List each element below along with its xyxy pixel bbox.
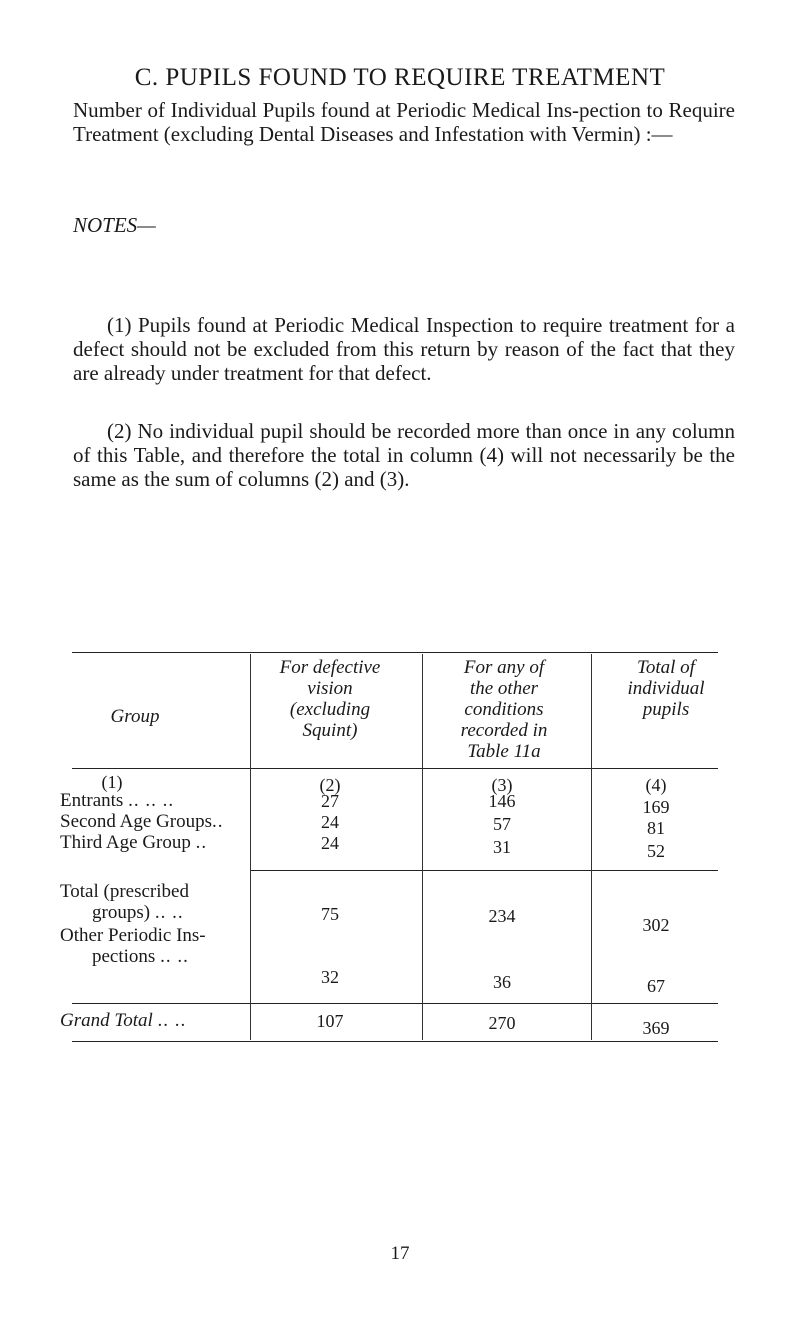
cell-other-periodic-total: 67: [647, 976, 665, 996]
cell-second-other: 57: [493, 814, 511, 834]
header-defective-vision: For defective vision (excluding Squint): [279, 657, 381, 741]
header-bottom-rule: [72, 768, 718, 769]
cell-second-vision: 24: [321, 812, 339, 832]
header-total-pupils: Total of individual pupils: [627, 657, 705, 720]
notes-label: NOTES—: [73, 213, 156, 237]
table-bottom-rule: [72, 1041, 718, 1042]
cell-grand-total-other: 270: [488, 1013, 516, 1033]
cell-total-prescribed-total: 302: [642, 915, 670, 935]
note-2: (2) No individual pupil should be recorded more than once in any column of this Table, and therefore the total in column (4) will not necessarily be the same as the sum of columns (2) and (3).: [73, 419, 735, 491]
row-label-second-age-groups: Second Age Groups..: [60, 811, 224, 832]
note-1: (1) Pupils found at Periodic Medical Inspection to require treatment for a defect should not be excluded from this return by reason of the fact that they are already under treatment for that defect.: [73, 313, 735, 385]
cell-grand-total-vision: 107: [316, 1011, 344, 1031]
row-label-third-age-group: Third Age Group ..: [60, 832, 208, 853]
table-top-rule: [72, 652, 718, 653]
header-other-conditions: For any of the other conditions recorded in Table 11a: [460, 657, 548, 762]
cell-entrants-total: 169: [642, 797, 670, 817]
cell-other-periodic-other: 36: [493, 972, 511, 992]
header-group: Group: [110, 706, 160, 727]
cell-total-prescribed-vision: 75: [321, 904, 339, 924]
cell-third-vision: 24: [321, 833, 339, 853]
page-number: 17: [390, 1243, 410, 1264]
cell-other-periodic-vision: 32: [321, 967, 339, 987]
row-label-entrants: Entrants .. .. ..: [60, 790, 175, 811]
cell-third-other: 31: [493, 837, 511, 857]
intro-paragraph: Number of Individual Pupils found at Periodic Medical Ins-pection to Require Treatment (excluding Dental Diseases and Infestation with Vermin) :—: [73, 98, 735, 146]
cell-grand-total-total: 369: [642, 1018, 670, 1038]
cell-total-prescribed-other: 234: [488, 906, 516, 926]
section-heading: C. PUPILS FOUND TO REQUIRE TREATMENT: [134, 64, 666, 91]
cell-entrants-other: 146: [488, 791, 516, 811]
cell-entrants-vision: 27: [321, 791, 339, 811]
column-number-1: (1): [101, 772, 123, 792]
cell-third-total: 52: [647, 841, 665, 861]
column-number-2: (2): [319, 775, 341, 795]
column-number-3: (3): [491, 775, 513, 795]
rows-bottom-rule: [250, 870, 718, 871]
row-label-grand-total: Grand Total .. ..: [60, 1010, 187, 1031]
row-label-total-prescribed: Total (prescribed groups) .. ..: [60, 881, 189, 923]
grand-total-top-rule: [72, 1003, 718, 1004]
row-label-other-periodic: Other Periodic Ins- pections .. ..: [60, 925, 206, 967]
column-number-4: (4): [645, 775, 667, 795]
cell-second-total: 81: [647, 818, 665, 838]
